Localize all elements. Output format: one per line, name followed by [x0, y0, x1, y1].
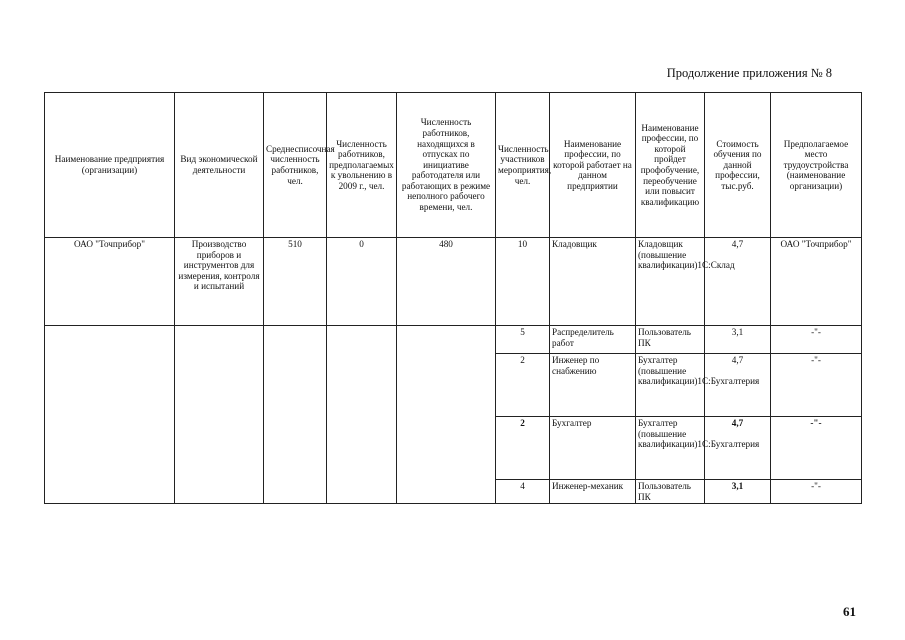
header-training-prof: Наименование профессии, по которой пройдет профобучение, переобучение или повысит квалификацию [636, 93, 705, 238]
cell-part-time-empty [397, 326, 496, 504]
appendix-caption: Продолжение приложения № 8 [666, 66, 832, 80]
cell-current-prof: Кладовщик [550, 238, 636, 326]
cell-activity-empty [175, 326, 264, 504]
cell-placement: -"- [771, 354, 862, 417]
table-row [45, 238, 862, 326]
cell-current-prof: Инженер по снабжению [550, 354, 636, 417]
training-table [44, 92, 862, 504]
cell-participants: 2 [496, 354, 550, 417]
cell-training-prof: Бухгалтер (повышение квалификации)1С:Бухгалтерия [636, 354, 705, 417]
cell-training-prof: Пользователь ПК [636, 326, 705, 354]
cell-avg-staff-empty [264, 326, 327, 504]
header-org: Наименование предприятия (организации) [45, 93, 175, 238]
cell-activity: Производство приборов и инструментов для измерения, контроля и испытаний [175, 238, 264, 326]
cell-to-dismiss: 0 [327, 238, 397, 326]
cell-placement: ОАО "Точприбор" [771, 238, 862, 326]
cell-training-prof: Кладовщик (повышение квалификации)1С:Склад [636, 238, 705, 326]
cell-org-empty [45, 326, 175, 504]
cell-placement: -"- [771, 326, 862, 354]
page-number: 61 [843, 604, 856, 619]
cell-cost: 3,1 [705, 480, 771, 504]
cell-training-prof: Пользователь ПК [636, 480, 705, 504]
cell-current-prof: Инженер-механик [550, 480, 636, 504]
header-avg-staff: Среднесписочная численность работников, чел. [264, 93, 327, 238]
cell-cost: 3,1 [705, 326, 771, 354]
cell-participants: 4 [496, 480, 550, 504]
cell-avg-staff: 510 [264, 238, 327, 326]
cell-participants: 5 [496, 326, 550, 354]
cell-cost: 4,7 [705, 354, 771, 417]
header-row [45, 93, 862, 238]
cell-current-prof: Бухгалтер [550, 417, 636, 480]
cell-org: ОАО "Точприбор" [45, 238, 175, 326]
header-part-time: Численность работников, находящихся в отпусках по инициативе работодателя или работающих в режиме неполного рабочего времени, чел. [397, 93, 496, 238]
cell-to-dismiss-empty [327, 326, 397, 504]
cell-cost: 4,7 [705, 417, 771, 480]
header-current-prof: Наименование профессии, по которой работает на данном предприятии [550, 93, 636, 238]
cell-placement: -"- [771, 417, 862, 480]
header-placement: Предполагаемое место трудоустройства (наименование организации) [771, 93, 862, 238]
header-to-dismiss: Численность работников, предполагаемых к увольнению в 2009 г., чел. [327, 93, 397, 238]
cell-placement: -"- [771, 480, 862, 504]
cell-participants: 2 [496, 417, 550, 480]
cell-cost: 4,7 [705, 238, 771, 326]
table-row [45, 326, 862, 354]
header-activity: Вид экономической деятельности [175, 93, 264, 238]
header-participants: Численность участников мероприятия, чел. [496, 93, 550, 238]
header-cost: Стоимость обучения по данной профессии, тыс.руб. [705, 93, 771, 238]
cell-part-time: 480 [397, 238, 496, 326]
cell-current-prof: Распределитель работ [550, 326, 636, 354]
cell-participants: 10 [496, 238, 550, 326]
cell-training-prof: Бухгалтер (повышение квалификации)1С:Бухгалтерия [636, 417, 705, 480]
